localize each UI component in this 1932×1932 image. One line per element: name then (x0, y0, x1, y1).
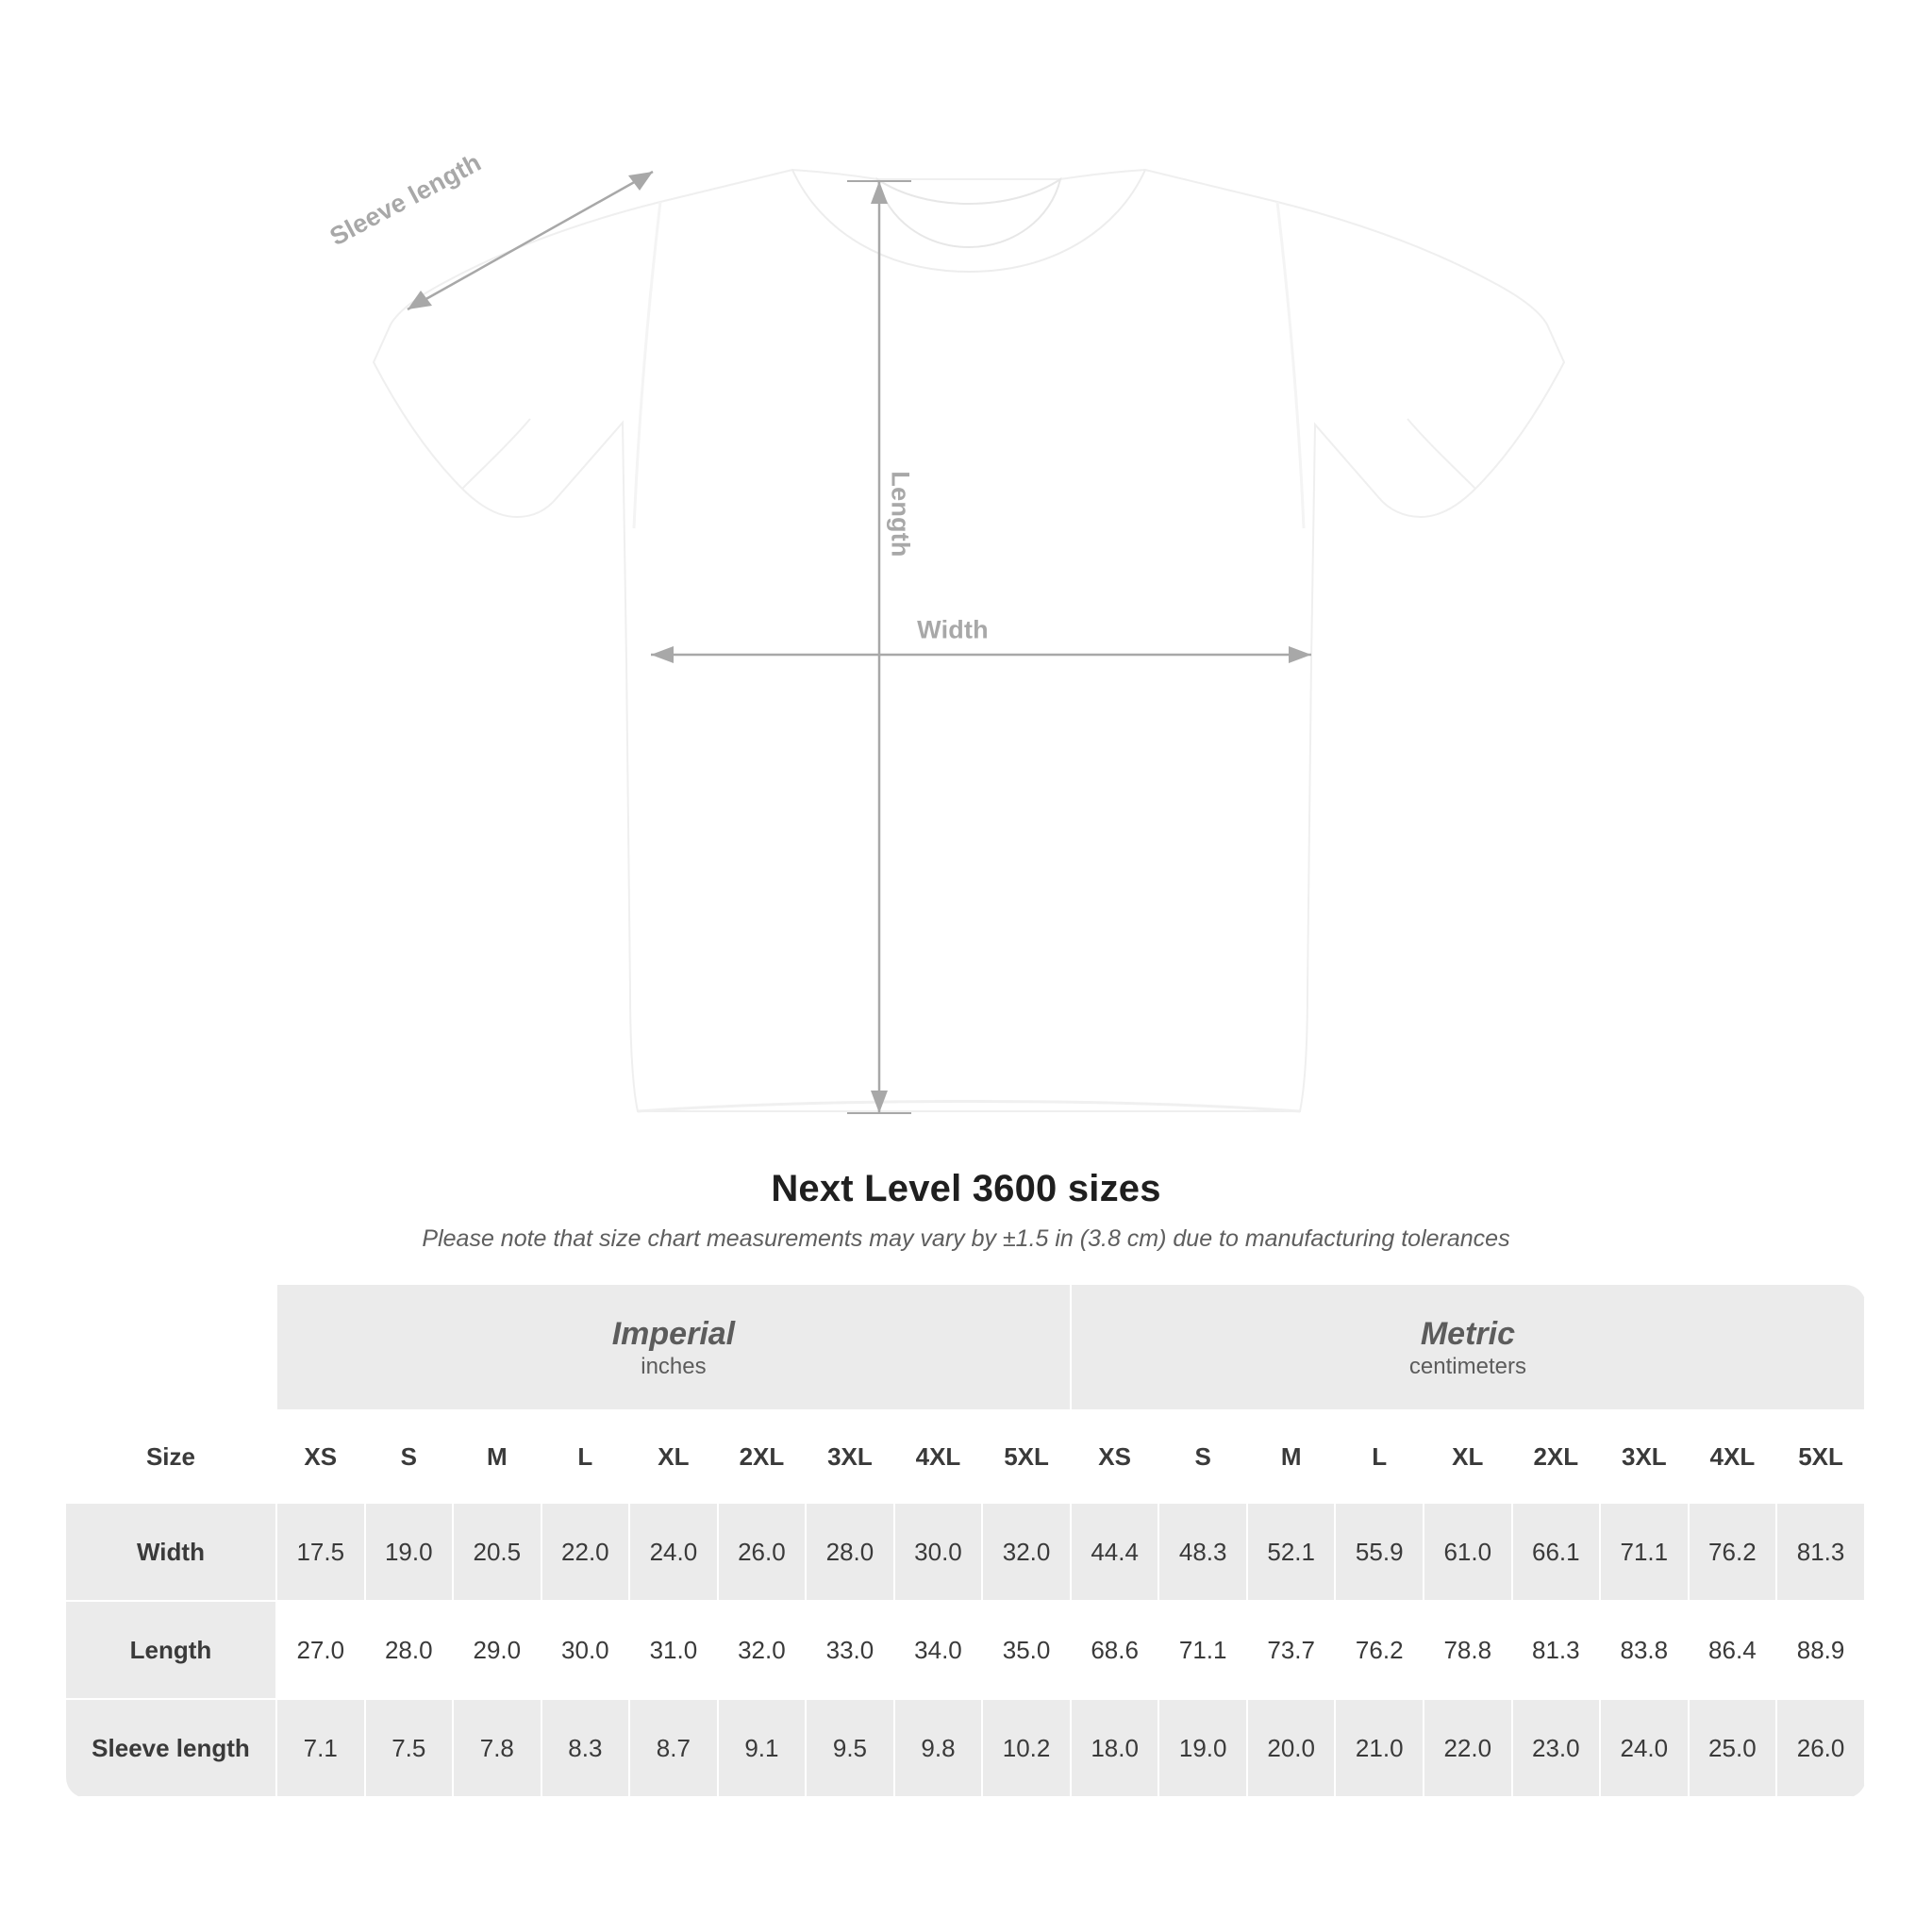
cell-length-xl-in: 31.0 (629, 1601, 718, 1699)
unit-group-metric-name: Metric (1420, 1315, 1515, 1352)
cell-length-s-in: 28.0 (365, 1601, 454, 1699)
cell-sleeve-s-cm: 19.0 (1158, 1699, 1247, 1797)
cell-length-4xl-in: 34.0 (894, 1601, 983, 1699)
cell-sleeve-2xl-in: 9.1 (718, 1699, 807, 1797)
cell-width-xl-in: 24.0 (629, 1503, 718, 1601)
cell-sleeve-4xl-cm: 25.0 (1689, 1699, 1777, 1797)
cell-width-5xl-in: 32.0 (982, 1503, 1071, 1601)
size-header-cell: XS (276, 1410, 365, 1503)
cell-sleeve-xl-cm: 22.0 (1424, 1699, 1512, 1797)
cell-width-4xl-in: 30.0 (894, 1503, 983, 1601)
size-header-cell: 5XL (982, 1410, 1071, 1503)
size-header-cell: 4XL (894, 1410, 983, 1503)
cell-width-l-cm: 55.9 (1335, 1503, 1424, 1601)
cell-width-4xl-cm: 76.2 (1689, 1503, 1777, 1601)
size-header-cell: 3XL (1600, 1410, 1689, 1503)
cell-length-5xl-in: 35.0 (982, 1601, 1071, 1699)
cell-length-s-cm: 71.1 (1158, 1601, 1247, 1699)
cell-width-2xl-in: 26.0 (718, 1503, 807, 1601)
row-label-length: Length (66, 1601, 276, 1699)
cell-sleeve-3xl-cm: 24.0 (1600, 1699, 1689, 1797)
cell-width-xs-in: 17.5 (276, 1503, 365, 1601)
cell-length-4xl-cm: 86.4 (1689, 1601, 1777, 1699)
cell-width-m-in: 20.5 (453, 1503, 541, 1601)
size-header-label: Size (66, 1410, 276, 1503)
size-header-cell: XL (1424, 1410, 1512, 1503)
cell-sleeve-4xl-in: 9.8 (894, 1699, 983, 1797)
sleeve-length-label: Sleeve length (325, 147, 486, 252)
cell-length-xs-in: 27.0 (276, 1601, 365, 1699)
row-label-sleeve-length: Sleeve length (66, 1699, 276, 1797)
size-header-row (66, 1410, 1865, 1503)
cell-length-xs-cm: 68.6 (1071, 1601, 1159, 1699)
size-table-wrapper (66, 1285, 1866, 1798)
width-label: Width (917, 615, 989, 644)
size-header-cell: S (1158, 1410, 1247, 1503)
table-row (66, 1601, 1865, 1699)
cell-length-3xl-in: 33.0 (806, 1601, 894, 1699)
unit-group-metric (1071, 1285, 1865, 1410)
cell-sleeve-m-in: 7.8 (453, 1699, 541, 1797)
size-header-cell: L (541, 1410, 630, 1503)
cell-width-s-in: 19.0 (365, 1503, 454, 1601)
size-header-cell: M (1247, 1410, 1336, 1503)
cell-length-3xl-cm: 83.8 (1600, 1601, 1689, 1699)
cell-length-l-cm: 76.2 (1335, 1601, 1424, 1699)
size-header-cell: 5XL (1776, 1410, 1865, 1503)
cell-width-xs-cm: 44.4 (1071, 1503, 1159, 1601)
page-title: Next Level 3600 sizes (771, 1168, 1161, 1209)
title-block (0, 1168, 1932, 1253)
size-header-cell: XL (629, 1410, 718, 1503)
cell-sleeve-5xl-cm: 26.0 (1776, 1699, 1865, 1797)
cell-width-3xl-cm: 71.1 (1600, 1503, 1689, 1601)
size-header-cell: 2XL (718, 1410, 807, 1503)
length-label: Length (886, 471, 915, 558)
cell-sleeve-xs-cm: 18.0 (1071, 1699, 1159, 1797)
cell-sleeve-3xl-in: 9.5 (806, 1699, 894, 1797)
size-header-cell: 2XL (1512, 1410, 1601, 1503)
cell-sleeve-s-in: 7.5 (365, 1699, 454, 1797)
size-header-cell: 4XL (1689, 1410, 1777, 1503)
cell-sleeve-5xl-in: 10.2 (982, 1699, 1071, 1797)
row-label-width: Width (66, 1503, 276, 1601)
cell-sleeve-xs-in: 7.1 (276, 1699, 365, 1797)
unit-group-imperial-sub: inches (641, 1354, 707, 1380)
tolerance-note: Please note that size chart measurements may vary by ±1.5 in (3.8 cm) due to manufacturing tolerances (422, 1225, 1510, 1252)
corner-cell (66, 1285, 276, 1410)
unit-group-imperial (276, 1285, 1071, 1410)
cell-length-m-in: 29.0 (453, 1601, 541, 1699)
cell-length-5xl-cm: 88.9 (1776, 1601, 1865, 1699)
cell-sleeve-2xl-cm: 23.0 (1512, 1699, 1601, 1797)
unit-header-row (66, 1285, 1865, 1410)
unit-group-imperial-name: Imperial (611, 1315, 736, 1352)
table-row (66, 1503, 1865, 1601)
cell-width-s-cm: 48.3 (1158, 1503, 1247, 1601)
cell-width-5xl-cm: 81.3 (1776, 1503, 1865, 1601)
cell-width-l-in: 22.0 (541, 1503, 630, 1601)
cell-length-m-cm: 73.7 (1247, 1601, 1336, 1699)
cell-length-l-in: 30.0 (541, 1601, 630, 1699)
table-row (66, 1699, 1865, 1797)
cell-width-2xl-cm: 66.1 (1512, 1503, 1601, 1601)
size-header-cell: XS (1071, 1410, 1159, 1503)
size-header-cell: 3XL (806, 1410, 894, 1503)
cell-width-3xl-in: 28.0 (806, 1503, 894, 1601)
cell-length-2xl-in: 32.0 (718, 1601, 807, 1699)
unit-group-metric-sub: centimeters (1408, 1354, 1526, 1380)
cell-sleeve-l-in: 8.3 (541, 1699, 630, 1797)
size-header-cell: M (453, 1410, 541, 1503)
cell-length-xl-cm: 78.8 (1424, 1601, 1512, 1699)
cell-width-m-cm: 52.1 (1247, 1503, 1336, 1601)
cell-length-2xl-cm: 81.3 (1512, 1601, 1601, 1699)
cell-width-xl-cm: 61.0 (1424, 1503, 1512, 1601)
size-header-cell: S (365, 1410, 454, 1503)
cell-sleeve-m-cm: 20.0 (1247, 1699, 1336, 1797)
cell-sleeve-l-cm: 21.0 (1335, 1699, 1424, 1797)
size-header-cell: L (1335, 1410, 1424, 1503)
size-table (66, 1285, 1866, 1798)
cell-sleeve-xl-in: 8.7 (629, 1699, 718, 1797)
